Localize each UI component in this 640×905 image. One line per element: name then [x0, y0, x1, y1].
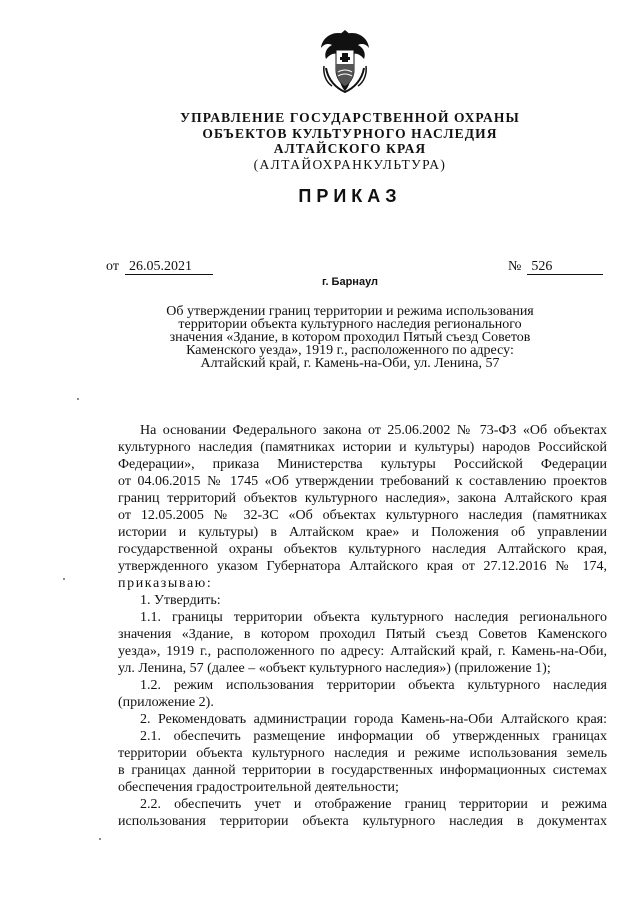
body-line: границ территорий объектов культурного наследия», закона Алтайского края	[118, 491, 607, 506]
body-line: Федерации», приказа Министерства культуры Российской Федерации	[118, 457, 607, 472]
body-line: 1. Утвердить:	[140, 593, 221, 608]
body-line: в границах данной территории в государственных информационных системах	[118, 763, 607, 778]
order-subject	[120, 305, 580, 370]
header-line: АЛТАЙСКОГО КРАЯ	[273, 141, 427, 156]
body-line: 1.2. режим использования территории объекта культурного наследия	[140, 678, 607, 693]
scan-speck	[63, 578, 65, 580]
body-line: На основании Федерального закона от 25.06.2002 № 73-ФЗ «Об объектах	[140, 423, 607, 438]
header-abbreviation: (АЛТАЙОХРАНКУЛЬТУРА)	[253, 156, 447, 172]
date-value: 26.05.2021	[125, 260, 213, 275]
body-line: использования территории объекта культурного наследия в документах	[118, 814, 607, 829]
subject-line: территории объекта культурного наследия регионального	[178, 317, 522, 332]
body-line: территории объекта культурного наследия и режиме использования земель	[118, 746, 607, 761]
header-line: ОБЪЕКТОВ КУЛЬТУРНОГО НАСЛЕДИЯ	[202, 125, 498, 141]
order-date	[106, 259, 213, 275]
document-title: ПРИКАЗ	[298, 186, 402, 206]
body-line: 2.2. обеспечить учет и отображение границ территории и режима	[140, 797, 607, 812]
subject-line: значения «Здание, в котором проходил Пятый съезд Советов	[169, 330, 531, 345]
body-line: утвержденного указом Губернатора Алтайского края от 27.12.2016 № 174,	[118, 559, 607, 574]
body-line: обеспечения градостроительной деятельности;	[118, 780, 399, 795]
scan-speck	[77, 398, 79, 400]
header-line: УПРАВЛЕНИЕ ГОСУДАРСТВЕННОЙ ОХРАНЫ	[180, 110, 520, 125]
issuer-header	[120, 110, 580, 172]
body-line: значения «Здание, в котором проходил Пятый съезд Советов Каменского	[118, 627, 607, 642]
date-prefix: от	[106, 259, 119, 274]
order-number	[508, 259, 603, 275]
subject-line: Алтайский край, г. Камень-на-Оби, ул. Ленина, 57	[200, 356, 500, 371]
number-prefix: №	[508, 259, 522, 274]
body-line: 2. Рекомендовать администрации города Камень-на-Оби Алтайского края:	[140, 712, 607, 727]
body-line: 1.1. границы территории объекта культурного наследия регионального	[140, 610, 607, 625]
body-line: от 12.05.2005 № 32-ЗС «Об объектах культурного наследия (памятниках	[118, 508, 607, 523]
subject-line: Каменского уезда», 1919 г., расположенного по адресу:	[186, 343, 514, 358]
body-line: государственной охраны объектов культурного наследия Алтайского края,	[118, 542, 607, 557]
order-body	[118, 422, 607, 830]
body-line: уезда», 1919 г., расположенного по адресу: Алтайский край, г. Камень-на-Оби,	[118, 644, 607, 659]
body-line: приказываю:	[118, 576, 213, 591]
number-value: 526	[527, 260, 603, 275]
scan-speck	[99, 838, 101, 840]
body-line: 2.1. обеспечить размещение информации об утвержденных границах	[140, 729, 607, 744]
body-line: от 04.06.2015 № 1745 «Об утверждении требований к составлению проектов	[118, 474, 607, 489]
subject-line: Об утверждении границ территории и режима использования	[166, 304, 534, 319]
city: г. Барнаул	[321, 276, 379, 288]
body-line: культурного наследия (памятниках истории и культуры) народов Российской	[118, 440, 607, 455]
body-line: истории и культуры) в Алтайском крае» и Положения об управлении	[118, 525, 607, 540]
body-line: (приложение 2).	[118, 695, 214, 710]
body-line: ул. Ленина, 57 (далее – «объект культурного наследия») (приложение 1);	[118, 661, 551, 676]
coat-of-arms-emblem	[318, 28, 372, 94]
